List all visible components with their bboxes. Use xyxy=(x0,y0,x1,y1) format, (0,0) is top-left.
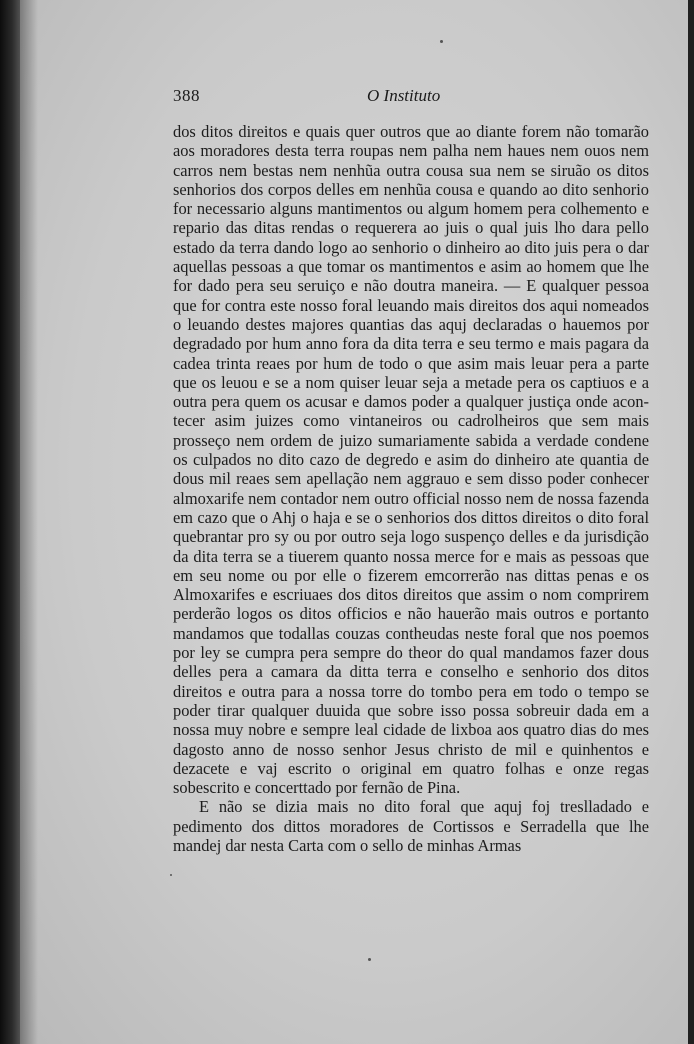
paragraph-foral-text: dos ditos direitos e quais quer outros que ao diante forem não tomarão aos moradores desta terra roupas nem palha nem haues nem ouos nem carros nem bestas nem nenhũa outra cousa sua nem se siruão os ditos senhorios dos corpos delles em nenhũa cousa e quando ao dito senhorio for necessario alguns mantimentos ou algum homem pera colhemento e repario das ditas rendas o requerera ao juis o qual juis lho dara pello estado da terra dando logo ao senhorio o dinheiro ao dito juis pera o dar aquellas pessoas a que tomar os mantimentos e asim ao homem que lhe for dado pera seu seruiço e não doutra maneira. — E qualquer pessoa que for contra este nosso foral leuando mais direitos dos aqui nomeados o leuando destes majores quantias das aquj declaradas o hauemos por degradado por hum anno fora da dita terra e seu termo e mais pagara da cadea trinta reaes por hum de todo o que asim mais leuar pera a parte que os leuou e se a nom quiser leuar seja a metade pera os captiuos e a outra pera quem os acusar e damos poder a qualquer justiça onde acontecer asim juizes como vintaneiros ou cadrolheiros que sem mais prosseço nem ordem de juizo sumariamente sabida a verdade condene os culpados no dito cazo de degredo e asim do dinheiro ate quantia de dous mil reaes sem apellação nem aggrauo e sem disso poder conhecer almoxarife nem contador nem outro official nosso nem de nossa fazenda em cazo que o Ahj o haja e se o senhorios dos dittos direitos o dito foral quebrantar pro sy ou por outro seja logo suspenço delles e da jurisdição da dita terra se a tiuerem quanto nossa merce for e mais as pessoas que em seu nome ou por elle o fizerem emcorrerão nas dittas penas e os Almoxarifes e escriuaes dos ditos direitos que assim o nom comprirem perderão logos os ditos officios e não hauerão mais outros e portanto mandamos que todallas couzas contheudas neste foral que nos poemos por ley se cumpra pera sempre do theor do qual mandamos fazer dous delles pera a camara da ditta terra e conselho e senhorio dos ditos direitos e outra para a nossa torre do tombo pera em todo o tempo se poder tirar qualquer duuida que sobre isso possa sobreuir dada em a nossa muy nobre e sempre leal cidade de lixboa aos quatro dias do mes dagosto anno de nosso senhor Jesus christo de mil e quinhentos e dezacete e vaj escrito o original em quatro folhas e onze regas sobescrito e concerttado por fernão de Pina. xyxy=(173,122,649,798)
paper-speck xyxy=(170,874,172,876)
paper-speck xyxy=(368,958,371,961)
running-title: O Instituto xyxy=(367,86,441,105)
scan-binding-edge xyxy=(0,0,22,1044)
gutter-shadow xyxy=(20,0,38,1044)
body-text xyxy=(173,122,649,855)
scan-right-edge xyxy=(688,0,694,1044)
paragraph-closing: E não se dizia mais no dito foral que aquj foj treslladado e pedimento dos dittos moradores de Cortissos e Serradella que lhe mandej dar nesta Carta com o sello de minhas Armas xyxy=(173,797,649,855)
page-number: 388 xyxy=(173,86,200,105)
paper-speck xyxy=(440,40,443,43)
page-header xyxy=(173,86,649,110)
book-page xyxy=(20,0,688,1044)
